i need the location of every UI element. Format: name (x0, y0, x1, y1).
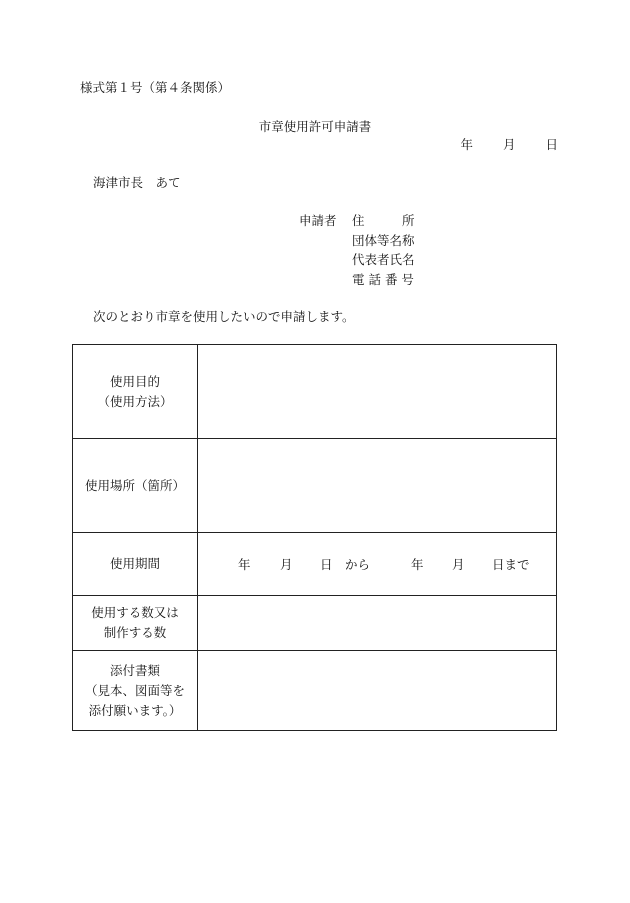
representative-name-field-label: 代表者氏名 (352, 252, 415, 267)
attachments-value-cell[interactable] (198, 651, 557, 731)
purpose-value-cell[interactable] (198, 345, 557, 439)
quantity-label: 使用する数又は (91, 605, 179, 620)
period-from-year: 年 (238, 557, 251, 572)
period-to-year: 年 (411, 557, 424, 572)
period-from-day: 日 (320, 557, 333, 572)
organization-name-field-label: 団体等名称 (352, 232, 415, 248)
intro-text: 次のとおり市章を使用したいので申請します。 (93, 309, 355, 324)
place-label-cell (73, 439, 198, 533)
period-value-cell[interactable] (198, 533, 557, 596)
attachments-note-1: （見本、図面等を (84, 682, 185, 698)
period-to-day: 日まで (492, 557, 530, 572)
attachments-label-cell (73, 651, 198, 731)
address-field-label: 住 所 (352, 213, 415, 228)
quantity-row (73, 596, 557, 651)
place-row (73, 439, 557, 533)
period-to-month: 月 (452, 557, 465, 572)
phone-number-field-label: 電 話 番 号 (352, 271, 414, 287)
attachments-label: 添付書類 (109, 662, 160, 678)
purpose-row (73, 345, 557, 439)
applicant-label: 申請者 (299, 213, 337, 228)
place-label: 使用場所（箇所） (84, 477, 185, 493)
quantity-label-cell (73, 596, 198, 651)
date-line (460, 137, 558, 153)
purpose-label: 使用目的 (109, 373, 160, 389)
addressee: 海津市長 あて (93, 175, 181, 190)
period-label: 使用期間 (109, 556, 160, 571)
period-label-cell (73, 533, 198, 596)
application-table (72, 344, 557, 731)
date-month-label: 月 (502, 137, 516, 152)
form-number: 様式第１号（第４条関係） (80, 80, 231, 95)
date-day-label: 日 (545, 137, 558, 152)
period-from-month: 月 (280, 557, 293, 572)
purpose-label-cell (73, 345, 198, 439)
document-title: 市章使用許可申請書 (258, 119, 372, 134)
production-quantity-label: 制作する数 (103, 625, 167, 640)
purpose-method-label: （使用方法） (97, 393, 173, 409)
attachments-note-2: 添付願います。） (88, 702, 182, 718)
place-value-cell[interactable] (198, 439, 557, 533)
period-from-suffix: から (345, 557, 371, 572)
quantity-value-cell[interactable] (198, 596, 557, 651)
applicant-fields (352, 213, 415, 291)
date-year-label: 年 (460, 137, 473, 152)
attachments-row (73, 651, 557, 731)
period-row (73, 533, 557, 596)
